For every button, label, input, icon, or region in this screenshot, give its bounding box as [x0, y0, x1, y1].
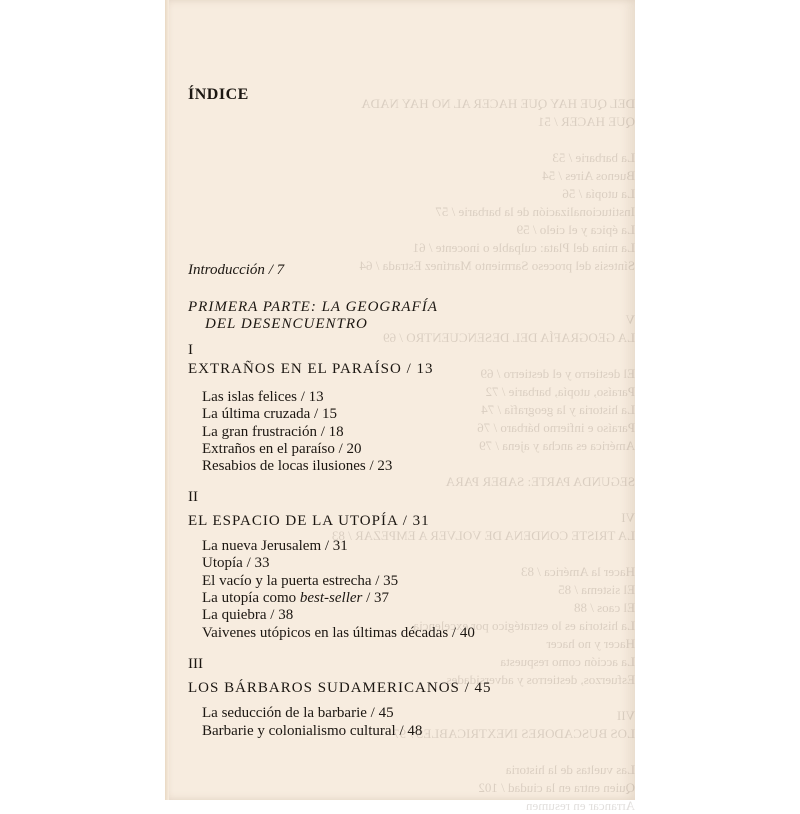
toc-entry: La gran frustración / 18 — [202, 424, 344, 440]
intro-separator: / — [264, 262, 277, 278]
toc-entry: El vacío y la puerta estrecha / 35 — [202, 573, 399, 589]
part-title-line1: PRIMERA PARTE: LA GEOGRAFÍA — [188, 299, 438, 315]
intro-entry — [188, 262, 284, 279]
toc-entry: La última cruzada / 15 — [202, 406, 337, 422]
page-title: ÍNDICE — [188, 86, 249, 103]
chapter-numeral: II — [188, 489, 198, 505]
part-title-line2: DEL DESENCUENTRO — [205, 316, 368, 332]
toc-entry: Vaivenes utópicos en las últimas décadas / 40 — [202, 625, 475, 641]
toc-entry: Las islas felices / 13 — [202, 389, 324, 405]
toc-entry: La quiebra / 38 — [202, 607, 294, 623]
chapter-heading: LOS BÁRBAROS SUDAMERICANOS / 45 — [188, 680, 492, 696]
toc-entry: La seducción de la barbarie / 45 — [202, 705, 394, 721]
toc-entry-italic: best-seller — [299, 590, 363, 606]
toc-entry: Utopía / 33 — [202, 555, 270, 571]
toc-entry: Barbarie y colonialismo cultural / 48 — [202, 723, 423, 739]
intro-page: 7 — [276, 262, 285, 278]
toc-entry — [202, 590, 389, 607]
toc-entry: La nueva Jerusalem / 31 — [202, 538, 348, 554]
toc-entry: Resabios de locas ilusiones / 23 — [202, 458, 393, 474]
toc-entry-page: / 37 — [362, 590, 390, 606]
chapter-numeral: I — [188, 342, 193, 358]
bleed-through-text: DEL QUE HAY QUE HACER AL NO HAY NADA QUE HACER / 51 La barbarie / 53 Buenos Aires / 54 La utopía / 56 Institucionalización de la barbarie / 57 La épica y el cielo / 59 La mina del Plata: culpable o inocente / 61 Síntesis del proceso Sarmiento Martínez Estrada / 64 V LA GEOGRAFÍA DEL DESENCUENTRO / 69 El destierro y el destierro / 69 Paraíso, utopía, barbarie / 72 La historia y la geografía / 74 Paraíso e infierno bárbaro / 76 América es ancha y ajena / 79 SEGUNDA PARTE: SABER PARA VI LA TRISTE CONDENA DE VOLVER A EMPEZAR / 83 Hacer la América / 83 El sistema / 85 El caos / 88 La historia es lo estratégico por excelencia Hacer y no hacer La acción como respuesta Esfuerzos, destierros y adversidades VII LOS BUSCADORES INEXTRICABLES / 97 Las vueltas de la historia Quien entra en la ciudad / 102 Arrancar en resumen — [331, 96, 635, 813]
intro-label: Introducción — [188, 262, 265, 278]
chapter-numeral: III — [188, 656, 203, 672]
toc-entry: Extraños en el paraíso / 20 — [202, 441, 362, 457]
chapter-heading: EL ESPACIO DE LA UTOPÍA / 31 — [188, 513, 430, 529]
toc-entry-text: La utopía como — [202, 590, 297, 606]
chapter-heading: EXTRAÑOS EN EL PARAÍSO / 13 — [188, 361, 434, 377]
